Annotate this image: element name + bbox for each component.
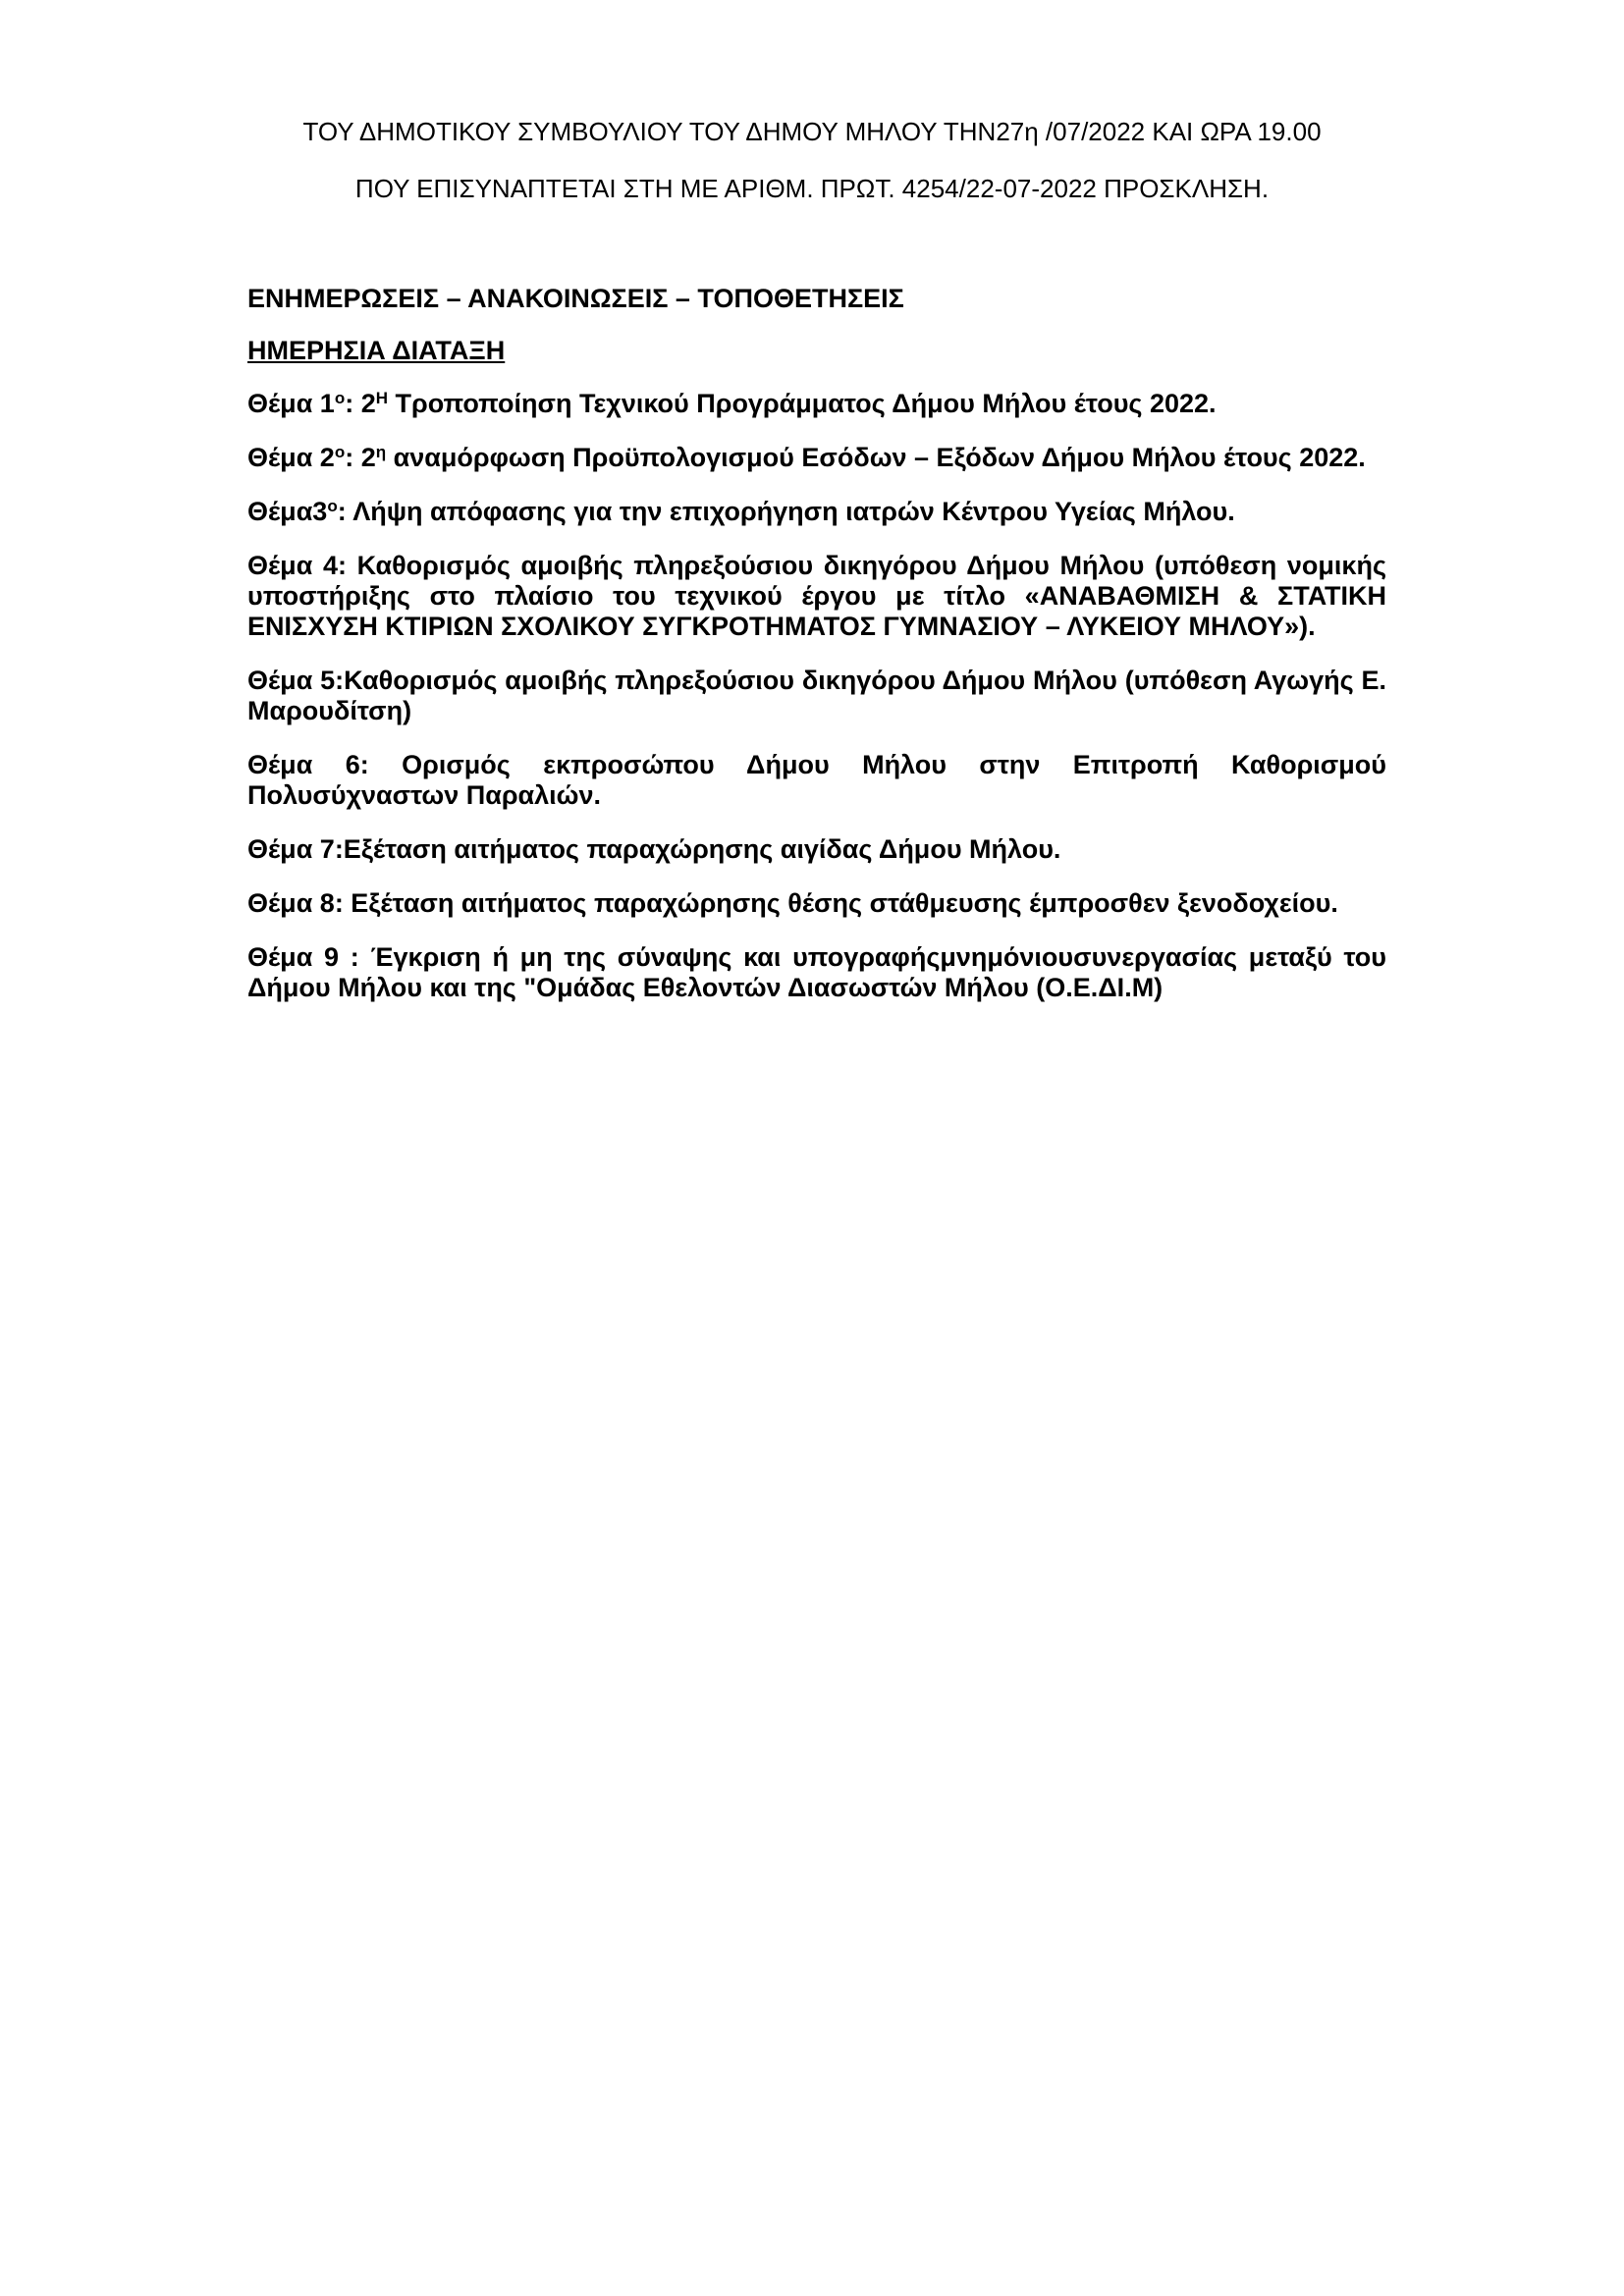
agenda-topic-4: Θέμα 4: Καθορισμός αμοιβής πληρεξούσιου δικηγόρου Δήμου Μήλου (υπόθεση νομικής υποστήριξης στο πλαίσιο του τεχνικού έργου με τίτλο «ΑΝΑΒΑΘΜΙΣΗ & ΣΤΑΤΙΚΗ ΕΝΙΣΧΥΣΗ ΚΤΙΡΙΩΝ ΣΧΟΛΙΚΟΥ ΣΥΓΚΡΟΤΗΜΑΤΟΣ ΓΥΜΝΑΣΙΟΥ – ΛΥΚΕΙΟΥ ΜΗΛΟΥ»).: [247, 551, 1386, 641]
topic-label: Θέμα 1: [247, 389, 335, 418]
topic-label: Θέμα3: [247, 497, 328, 526]
agenda-topic-1: [247, 389, 1386, 419]
announcements-heading: ΕΝΗΜΕΡΩΣΕΙΣ – ΑΝΑΚΟΙΝΩΣΕΙΣ – ΤΟΠΟΘΕΤΗΣΕΙΣ: [247, 284, 904, 313]
topic-ordinal-superscript: Η: [375, 389, 389, 407]
agenda-topic-9: Θέμα 9 : Έγκριση ή μη της σύναψης και υπογραφήςμνημόνιουσυνεργασίας μεταξύ του Δήμου Μήλου και της "Ομάδας Εθελοντών Διασωστών Μήλου (Ο.Ε.ΔΙ.Μ): [247, 942, 1386, 1002]
document-body: [247, 283, 1386, 1027]
agenda-topic-2: [247, 443, 1386, 473]
agenda-topic-7: Θέμα 7:Εξέταση αιτήματος παραχώρησης αιγίδας Δήμου Μήλου.: [247, 834, 1061, 864]
topic-text: : Λήψη απόφασης για την επιχορήγηση ιατρών Κέντρου Υγείας Μήλου.: [337, 497, 1235, 526]
topic-label: Θέμα 2: [247, 443, 335, 472]
agenda-heading: ΗΜΕΡΗΣΙΑ ΔΙΑΤΑΞΗ: [247, 336, 506, 365]
topic-ordinal-superscript: η: [375, 443, 387, 461]
agenda-topic-6: Θέμα 6: Ορισμός εκπροσώπου Δήμου Μήλου στην Επιτροπή Καθορισμού Πολυσύχναστων Παραλιών.: [247, 750, 1386, 810]
topic-label-superscript: ο: [334, 443, 346, 461]
topic-separator: :: [345, 443, 361, 472]
topic-label-superscript: ο: [327, 497, 338, 515]
agenda-topic-8: Θέμα 8: Εξέταση αιτήματος παραχώρησης θέσης στάθμευσης έμπροσθεν ξενοδοχείου.: [247, 888, 1338, 918]
agenda-topic-3: [247, 497, 1386, 527]
topic-ordinal: 2: [360, 443, 376, 472]
topic-separator: :: [345, 389, 361, 418]
header-line-2: ΠΟΥ ΕΠΙΣΥΝΑΠΤΕΤΑΙ ΣΤΗ ΜΕ ΑΡΙΘΜ. ΠΡΩΤ. 4254/22-07-2022 ΠΡΟΣΚΛΗΣΗ.: [354, 174, 1270, 203]
header-line-1: ΤΟΥ ΔΗΜΟΤΙΚΟΥ ΣΥΜΒΟΥΛΙΟΥ ΤΟΥ ΔΗΜΟΥ ΜΗΛΟΥ ΤΗΝ27η /07/2022 ΚΑΙ ΩΡΑ 19.00: [302, 117, 1322, 146]
topic-label-superscript: ο: [334, 389, 346, 407]
topic-text: αναμόρφωση Προϋπολογισμού Εσόδων – Εξόδων Δήμου Μήλου έτους 2022.: [386, 443, 1366, 472]
topic-text: Τροποποίηση Τεχνικού Προγράμματος Δήμου Μήλου έτους 2022.: [388, 389, 1217, 418]
agenda-topic-5: Θέμα 5:Καθορισμός αμοιβής πληρεξούσιου δικηγόρου Δήμου Μήλου (υπόθεση Αγωγής Ε. Μαρουδίτση): [247, 666, 1386, 725]
topic-ordinal: 2: [360, 389, 376, 418]
